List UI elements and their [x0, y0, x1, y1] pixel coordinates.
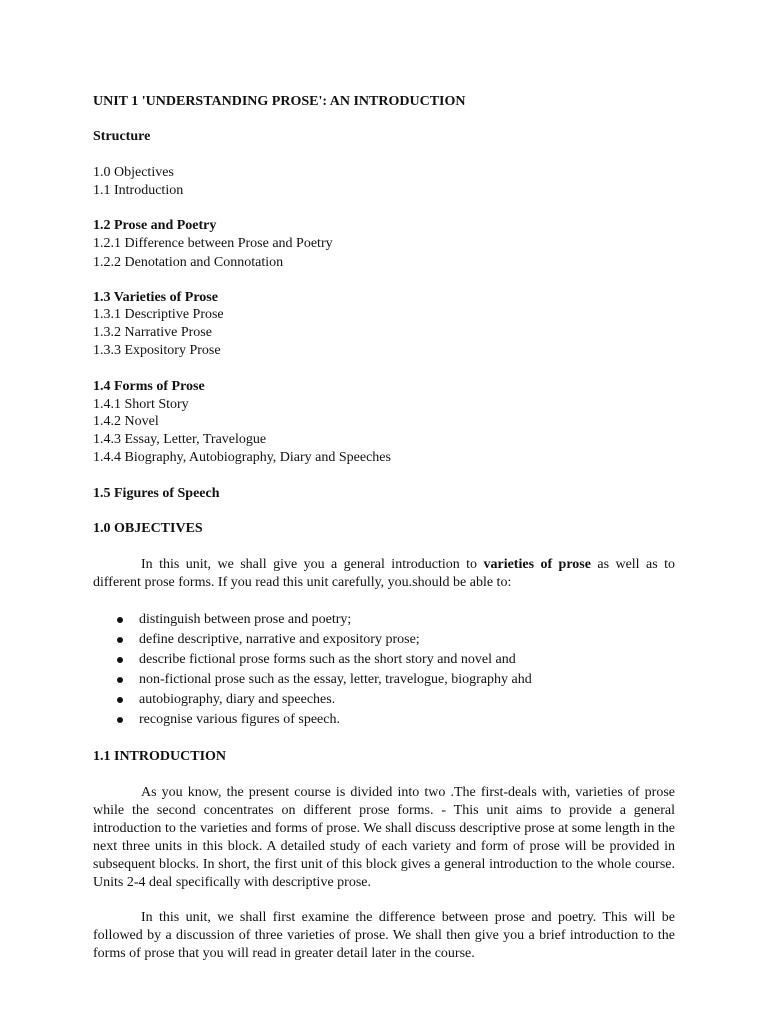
toc-item: 1.4.3 Essay, Letter, Travelogue	[93, 432, 267, 447]
toc-item: 1.3.1 Descriptive Prose	[93, 307, 224, 322]
toc-section: 1.5 Figures of Speech	[93, 486, 220, 501]
list-item	[93, 630, 532, 650]
introduction-text-1: As you know, the present course is divided into two .The first-deals with, varieties of prose while the second concentrates on different prose forms. - This unit aims to provide a general introduction to the varieties and forms of prose. We shall discuss descriptive prose at some length in the next three units in this block. A detailed study of each variety and form of prose will be provided in subsequent blocks. In short, the first unit of this block gives a general introduction to the whole course. Units 2-4 deal specifically with descriptive prose.	[93, 785, 675, 890]
list-item	[93, 670, 532, 690]
toc-item: 1.2.1 Difference between Prose and Poetry	[93, 236, 333, 251]
toc-item: 1.4.2 Novel	[93, 414, 159, 429]
list-item-text: recognise various figures of speech.	[139, 712, 340, 727]
objectives-emphasis: varieties of prose	[483, 557, 591, 572]
list-item-text: describe fictional prose forms such as the short story and novel and	[139, 652, 516, 667]
toc-item: 1.4.1 Short Story	[93, 397, 189, 412]
objectives-paragraph	[93, 556, 675, 592]
bullet-icon	[117, 677, 123, 683]
list-item	[93, 710, 532, 730]
list-item-text: define descriptive, narrative and expository prose;	[139, 632, 420, 647]
list-item-text: autobiography, diary and speeches.	[139, 692, 336, 707]
objectives-list	[93, 610, 532, 730]
introduction-text-2: In this unit, we shall first examine the difference between prose and poetry. This will be followed by a discussion of three varieties of prose. We shall then give you a brief introduction to the forms of prose that you will read in greater detail later in the course.	[93, 910, 675, 961]
list-item	[93, 690, 532, 710]
toc-section: 1.4 Forms of Prose	[93, 379, 205, 394]
bullet-icon	[117, 637, 123, 643]
toc-item: 1.2.2 Denotation and Connotation	[93, 255, 284, 270]
toc-item: 1.0 Objectives	[93, 165, 174, 180]
toc-section: 1.3 Varieties of Prose	[93, 290, 218, 305]
toc-item: 1.1 Introduction	[93, 183, 184, 198]
toc-item: 1.3.3 Expository Prose	[93, 343, 221, 358]
introduction-paragraph-2	[93, 909, 675, 963]
bullet-icon	[117, 717, 123, 723]
objectives-heading: 1.0 OBJECTIVES	[93, 521, 203, 536]
bullet-icon	[117, 657, 123, 663]
introduction-heading: 1.1 INTRODUCTION	[93, 749, 227, 764]
structure-heading: Structure	[93, 129, 151, 144]
list-item	[93, 650, 532, 670]
list-item-text: non-fictional prose such as the essay, letter, travelogue, biography ahd	[139, 672, 532, 687]
toc-section: 1.2 Prose and Poetry	[93, 218, 217, 233]
objectives-text-end: as well as to different prose forms. If you read this unit carefully, you.should be able to:	[93, 557, 675, 590]
introduction-paragraph-1	[93, 784, 675, 892]
objectives-text-start: In this unit, we shall give you a general introduction to	[141, 557, 484, 572]
unit-title: UNIT 1 'UNDERSTANDING PROSE': AN INTRODUCTION	[93, 94, 466, 109]
bullet-icon	[117, 617, 123, 623]
toc-item: 1.3.2 Narrative Prose	[93, 325, 212, 340]
list-item-text: distinguish between prose and poetry;	[139, 612, 352, 627]
bullet-icon	[117, 697, 123, 703]
list-item	[93, 610, 532, 630]
toc-item: 1.4.4 Biography, Autobiography, Diary and Speeches	[93, 450, 391, 465]
